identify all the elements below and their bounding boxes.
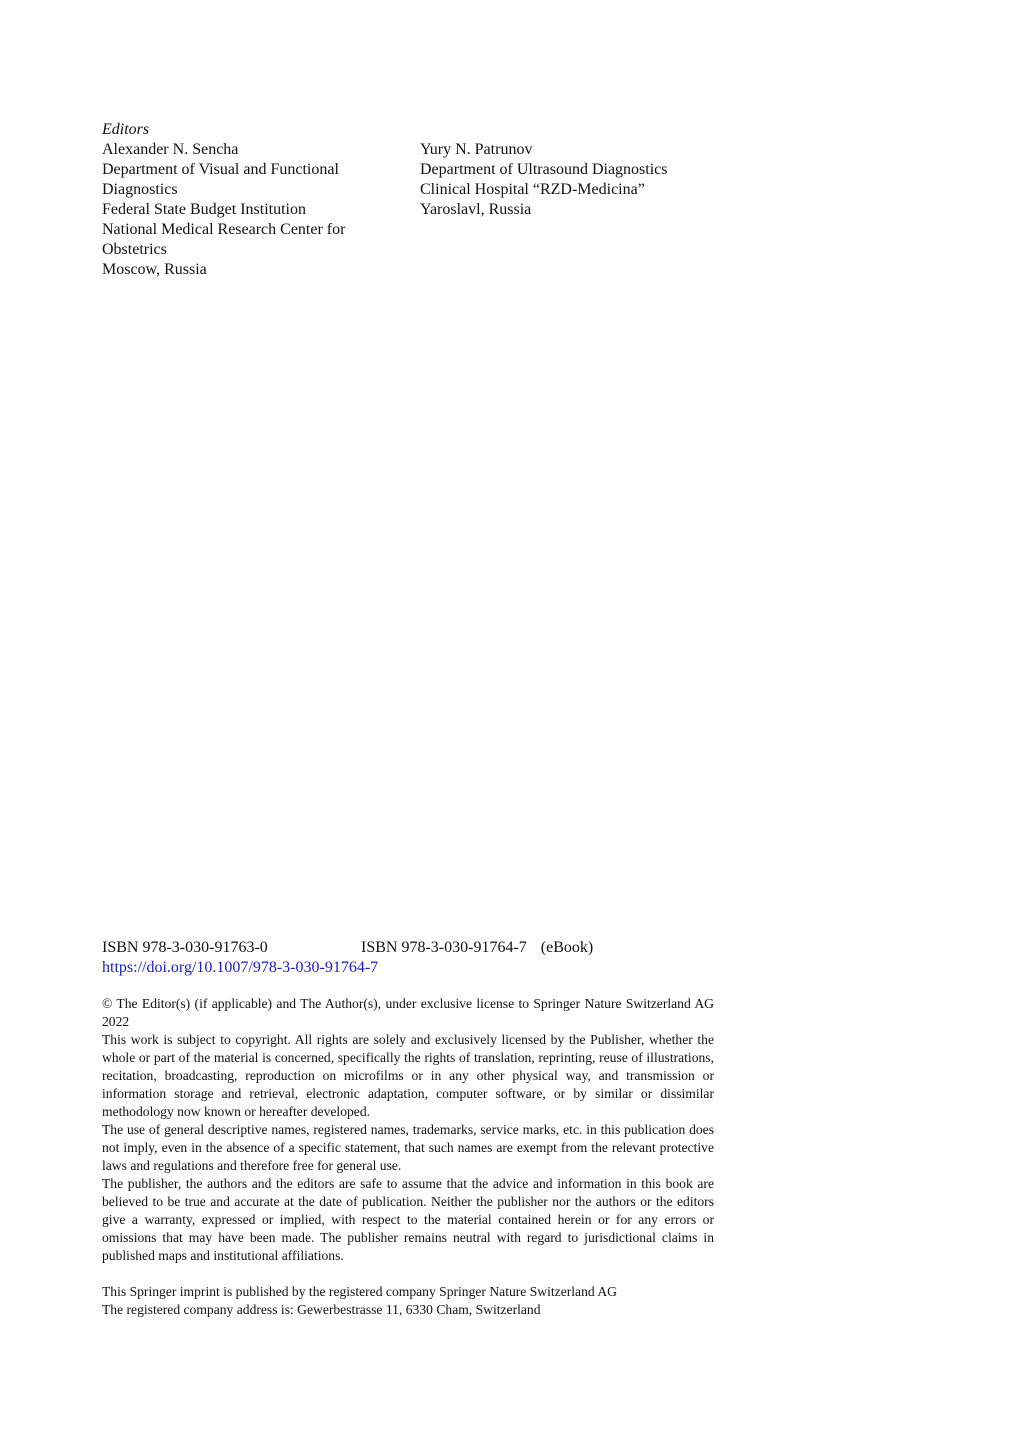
editor-affiliation-line: Federal State Budget Institution <box>102 201 306 218</box>
publisher-disclaimer: The publisher, the authors and the editors are safe to assume that the advice and information in this book are believed to be true and accurate at the date of publication. Neither the publisher nor the authors or the editors give a warranty, expressed or implied, with respect to the material contained herein or for any errors or omissions that may have been made. The publisher remains neutral with regard to jurisdictional claims in published maps and institutional affiliations. <box>102 1176 714 1263</box>
isbn-ebook: ISBN 978-3-030-91764-7 <box>361 939 527 956</box>
isbn-print: ISBN 978-3-030-91763-0 <box>102 939 268 956</box>
editor-name: Yury N. Patrunov <box>420 141 533 158</box>
editors-label: Editors <box>102 121 150 138</box>
editor-affiliation-line: Yaroslavl, Russia <box>420 201 532 218</box>
editor-right-block <box>420 140 740 220</box>
imprint-block <box>102 1283 742 1319</box>
isbn-ebook-tag: (eBook) <box>540 939 594 956</box>
editor-name: Alexander N. Sencha <box>102 141 239 158</box>
editor-affiliation-line: Obstetrics <box>102 241 167 258</box>
copyright-notice: © The Editor(s) (if applicable) and The Author(s), under exclusive license to Springer Nature Switzerland AG 2022 <box>102 996 714 1029</box>
isbn-row <box>102 938 593 958</box>
editor-affiliation-line: Department of Visual and Functional <box>102 161 339 178</box>
editor-left-block <box>102 140 402 280</box>
trademark-notice: The use of general descriptive names, registered names, trademarks, service marks, etc. in this publication does not imply, even in the absence of a specific statement, that such names are exempt from the relevant protective laws and regulations and therefore free for general use. <box>102 1122 714 1173</box>
imprint-line: This Springer imprint is published by the registered company Springer Nature Switzerland AG <box>102 1284 617 1299</box>
editor-affiliation-line: National Medical Research Center for <box>102 221 346 238</box>
editor-affiliation-line: Clinical Hospital “RZD-Medicina” <box>420 181 645 198</box>
editor-affiliation-line: Moscow, Russia <box>102 261 207 278</box>
editor-affiliation-line: Department of Ultrasound Diagnostics <box>420 161 668 178</box>
copyright-body: This work is subject to copyright. All rights are solely and exclusively licensed by the Publisher, whether the whole or part of the material is concerned, specifically the rights of translation, reprinting, reuse of illustrations, recitation, broadcasting, reproduction on microfilms or in any other physical way, and transmission or information storage and retrieval, electronic adaptation, computer software, or by similar or dissimilar methodology now known or hereafter developed. <box>102 1032 714 1119</box>
doi-link[interactable]: https://doi.org/10.1007/978-3-030-91764-7 <box>102 959 379 976</box>
imprint-address: The registered company address is: Gewerbestrasse 11, 6330 Cham, Switzerland <box>102 1302 541 1317</box>
editor-affiliation-line: Diagnostics <box>102 181 178 198</box>
